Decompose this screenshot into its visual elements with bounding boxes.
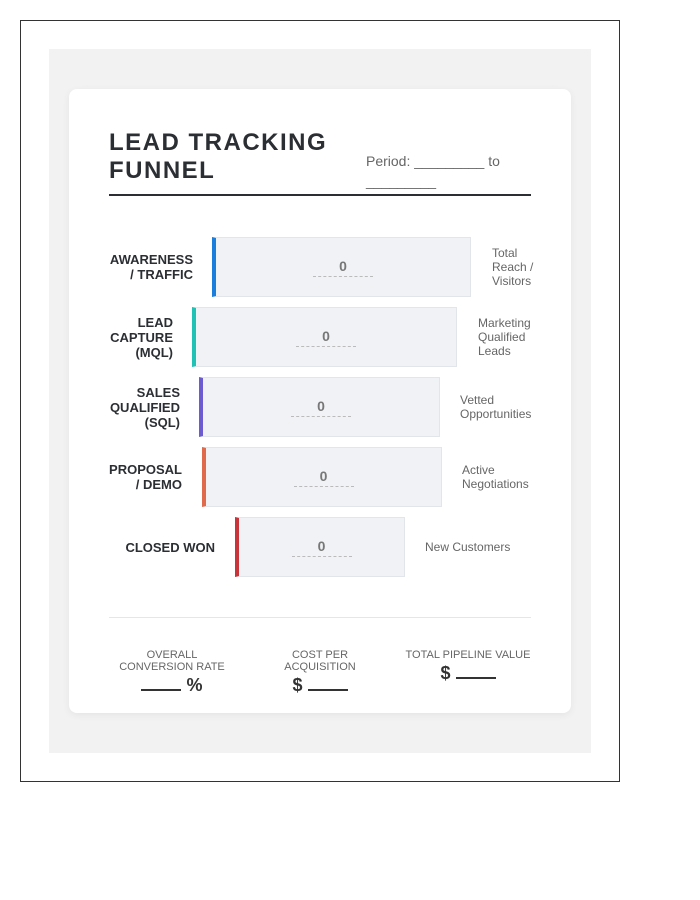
- metric-label: COST PER ACQUISITION: [284, 649, 356, 673]
- period-field[interactable]: Period: _________ to _________: [366, 153, 500, 189]
- footer-divider: [109, 617, 531, 618]
- stage-value-input[interactable]: 0: [294, 468, 354, 487]
- metric-prefix: $: [292, 675, 303, 695]
- page-title: LEAD TRACKING FUNNEL: [109, 129, 328, 184]
- header-divider: [109, 194, 531, 196]
- stage-proposal: [109, 447, 531, 507]
- blank-line[interactable]: [141, 675, 181, 691]
- stage-awareness: [109, 237, 534, 297]
- stage-description: New Customers: [425, 540, 511, 554]
- metric-label: OVERALL CONVERSION RATE: [119, 649, 225, 673]
- stage-label: AWARENESS / TRAFFIC: [109, 252, 193, 282]
- stage-bar: [212, 237, 471, 297]
- stage-label: LEAD CAPTURE (MQL): [110, 314, 173, 360]
- metric-suffix: %: [186, 675, 203, 695]
- blank-line[interactable]: [308, 675, 348, 691]
- stage-description: Active Negotiations: [462, 463, 529, 491]
- stage-sales-qualified: [109, 377, 531, 437]
- stage-bar: [202, 447, 442, 507]
- blank-line[interactable]: [456, 663, 496, 679]
- funnel-card: [69, 89, 571, 713]
- page-backdrop: [49, 49, 591, 753]
- stage-value-input[interactable]: 0: [313, 258, 373, 277]
- metric-value[interactable]: [403, 663, 533, 684]
- stage-label: PROPOSAL / DEMO: [109, 462, 182, 492]
- metric-pipeline-value: [403, 649, 533, 684]
- metric-value[interactable]: [275, 675, 365, 696]
- page-frame: [20, 20, 620, 782]
- stage-bar: [199, 377, 440, 437]
- stage-description: Vetted Opportunities: [460, 393, 532, 421]
- stage-description: Total Reach / Visitors: [492, 246, 534, 288]
- metric-prefix: $: [440, 663, 451, 683]
- metric-label: TOTAL PIPELINE VALUE: [405, 649, 531, 661]
- stage-bar: [192, 307, 457, 367]
- stage-bar: [235, 517, 405, 577]
- stage-label: SALES QUALIFIED (SQL): [109, 384, 180, 430]
- stage-description: Marketing Qualified Leads: [478, 316, 531, 358]
- stage-lead-capture: [109, 307, 531, 367]
- metric-value[interactable]: [117, 675, 227, 696]
- stage-value-input[interactable]: 0: [292, 538, 352, 557]
- stage-label: CLOSED WON: [125, 539, 215, 555]
- metric-cost-per-acquisition: [275, 649, 365, 696]
- metric-conversion-rate: [117, 649, 227, 696]
- stage-closed-won: [109, 517, 531, 577]
- stage-value-input[interactable]: 0: [296, 328, 356, 347]
- stage-value-input[interactable]: 0: [291, 398, 351, 417]
